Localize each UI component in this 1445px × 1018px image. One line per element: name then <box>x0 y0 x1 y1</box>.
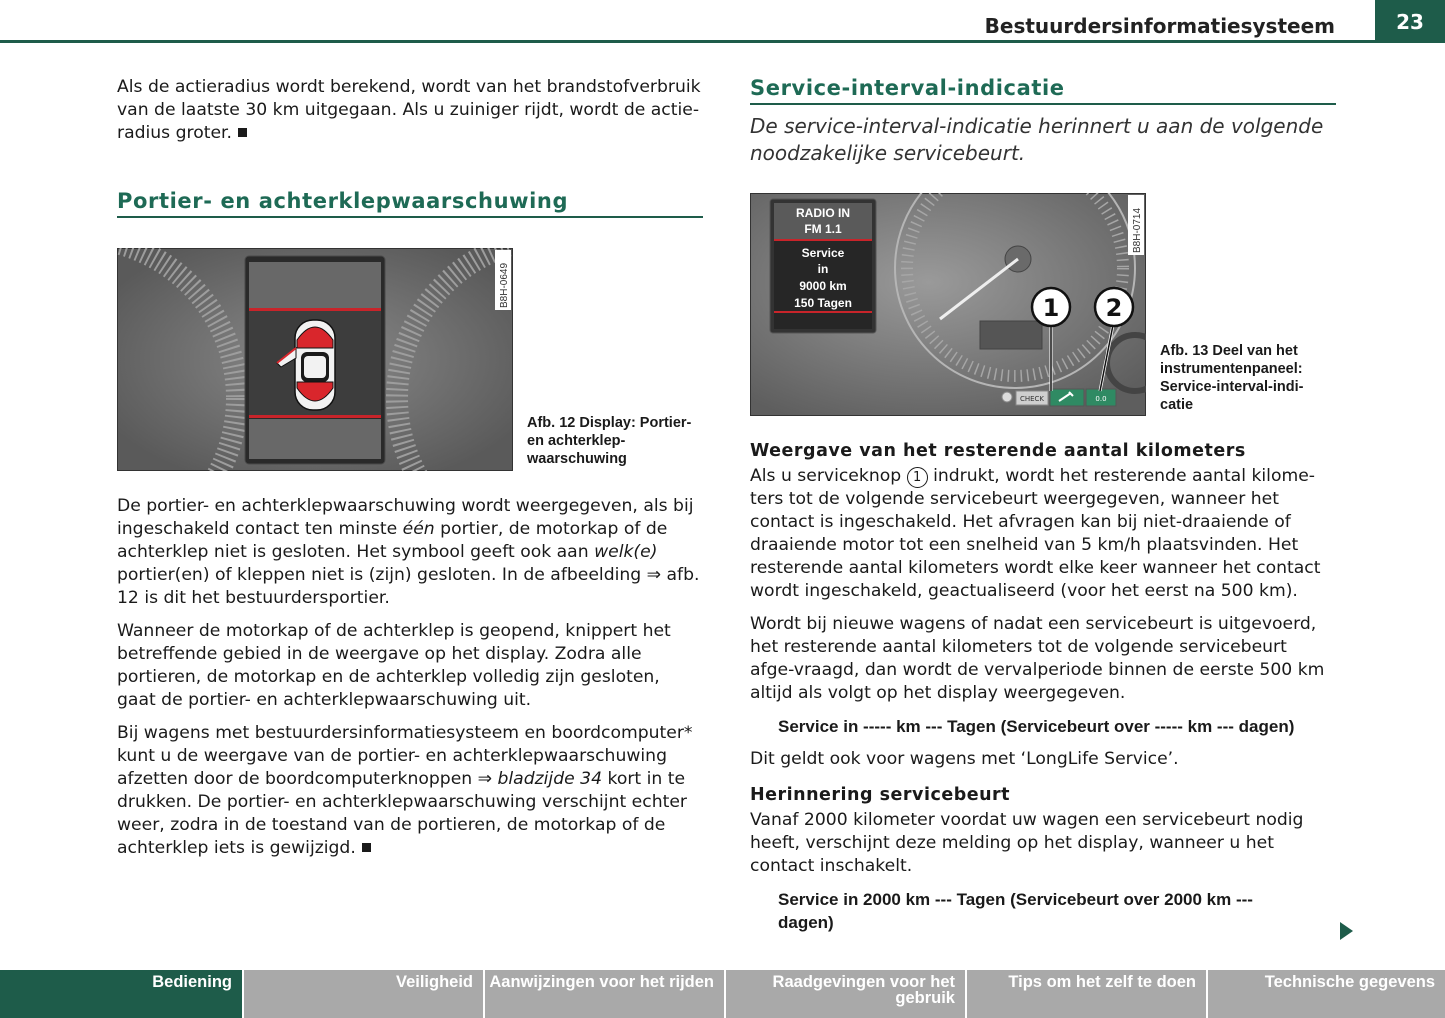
odometer-label: 0.0 <box>1095 395 1107 403</box>
figure-12-code: B8H-0649 <box>499 262 510 308</box>
right-column <box>750 76 1336 944</box>
instrument-panel-illustration <box>750 193 1146 417</box>
tab-aanwijzingen[interactable]: Aanwijzingen voor het rijden <box>483 970 724 1018</box>
callout-1 <box>1032 288 1070 326</box>
svg-text:2: 2 <box>1105 294 1123 322</box>
end-square-icon <box>238 128 247 137</box>
display-line-2: FM 1.1 <box>804 222 842 236</box>
door-warning-illustration <box>117 248 513 471</box>
header-rule <box>0 40 1375 43</box>
svg-text:1: 1 <box>1042 294 1060 322</box>
remaining-km-paragraph-2: Wordt bij nieuwe wagens of nadat een servicebeurt is uitgevoerd, het resterende aantal kilometers tot de volgende servicebeurt afge-vraagd, dan wordt de vervalperiode binnen de eerste 500 km altijd als volgt op het display weergegeven. <box>750 614 1325 703</box>
section-title-service-interval: Service-interval-indicatie <box>750 76 1336 105</box>
figure-12-caption: Afb. 12 Display: Portier- en achterklep-waarschuwing <box>527 415 692 467</box>
subheading-remaining-km: Weergave van het resterende aantal kilometers <box>750 441 1246 461</box>
remaining-km-paragraph-3: Dit geldt ook voor wagens met ‘LongLife Service’. <box>750 749 1179 769</box>
tab-technische-gegevens[interactable]: Technische gegevens <box>1206 970 1445 1018</box>
display-line-6: 150 Tagen <box>794 296 852 310</box>
callout-2 <box>1095 288 1133 326</box>
intro-paragraph: Als de actieradius wordt berekend, wordt van het brandstofverbruik van de laatste 30 km uitgegaan. Als u zuiniger rijdt, wordt de actie-radius groter. <box>117 77 701 143</box>
display-message-2: Service in 2000 km --- Tagen (Servicebeurt over 2000 km --- dagen) <box>778 890 1253 932</box>
door-warning-paragraph-2: Wanneer de motorkap of de achterklep is geopend, knippert het betreffende gebied in de weergave op het display. Zodra alle portieren, de motorkap en de achterklep volledig zijn gesloten, gaat de portier- en achterklepwaarschuwing uit. <box>117 621 671 710</box>
tab-veiligheid[interactable]: Veiligheid <box>242 970 483 1018</box>
display-line-3: Service <box>801 246 845 260</box>
section-title-door-warning: Portier- en achterklepwaarschuwing <box>117 189 703 218</box>
service-lead-text: De service-interval-indicatie herinnert u aan de volgende noodzakelijke servicebeurt. <box>750 114 1324 165</box>
end-square-icon <box>362 843 371 852</box>
continue-arrow-icon <box>1340 922 1353 940</box>
service-reminder-paragraph: Vanaf 2000 kilometer voordat uw wagen een servicebeurt nodig heeft, verschijnt deze melding op het display, wanneer u het contact inschakelt. <box>750 810 1304 876</box>
figure-12 <box>117 248 703 471</box>
check-label: CHECK <box>1019 395 1045 403</box>
tab-raadgevingen[interactable]: Raadgevingen voor het gebruik <box>724 970 965 1018</box>
tab-bediening[interactable]: Bediening <box>0 970 242 1018</box>
page-header-title: Bestuurdersinformatiesysteem <box>984 14 1335 38</box>
figure-13 <box>750 193 1336 417</box>
button-1-ref: 1 <box>907 467 928 488</box>
display-message-1: Service in ----- km --- Tagen (Servicebeurt over ----- km --- dagen) <box>778 717 1295 736</box>
figure-13-caption: Afb. 13 Deel van het instrumentenpaneel: Service-interval-indi-catie <box>1160 343 1304 413</box>
page-number: 23 <box>1375 0 1445 43</box>
figure-13-code: B8H-0714 <box>1132 207 1143 253</box>
tab-tips[interactable]: Tips om het zelf te doen <box>965 970 1206 1018</box>
display-line-1: RADIO IN <box>796 206 850 220</box>
left-column <box>117 76 703 870</box>
footer-nav <box>0 970 1445 1018</box>
door-warning-paragraph-3: Bij wagens met bestuurdersinformatiesysteem en boordcomputer* kunt u de weergave van de portier- en achterklepwaarschuwing afzetten door de boordcomputerknoppen ⇒ bladzijde 34 kort in te drukken. De portier- en achterklepwaarschuwing verschijnt echter weer, zodra in de toestand van de portieren, de motorkap of de achterklep iets is gewijzigd. <box>117 723 693 858</box>
door-warning-paragraph-1: De portier- en achterklepwaarschuwing wordt weergegeven, als bij ingeschakeld contact ten minste één portier, de motorkap of de achterklep niet is gesloten. Het symbool geeft ook aan welk(e) portier(en) of kleppen niet is (zijn) gesloten. In de afbeelding ⇒ afb. 12 is dit het bestuurdersportier. <box>117 496 700 608</box>
remaining-km-paragraph-1: Als u serviceknop 1 indrukt, wordt het resterende aantal kilome-ters tot de volgende servicebeurt weergegeven, wanneer het contact is ingeschakeld. Het afvragen kan bij niet-draaiende of draaiende motor tot een snelheid van 5 km/h plaatsvinden. Het resterende aantal kilometers wordt elke keer wanneer het contact wordt ingeschakeld, geactualiseerd (voor het eerst na 500 km). <box>750 466 1321 601</box>
display-line-4: in <box>817 262 829 276</box>
subheading-service-reminder: Herinnering servicebeurt <box>750 785 1011 805</box>
display-line-5: 9000 km <box>799 279 847 293</box>
